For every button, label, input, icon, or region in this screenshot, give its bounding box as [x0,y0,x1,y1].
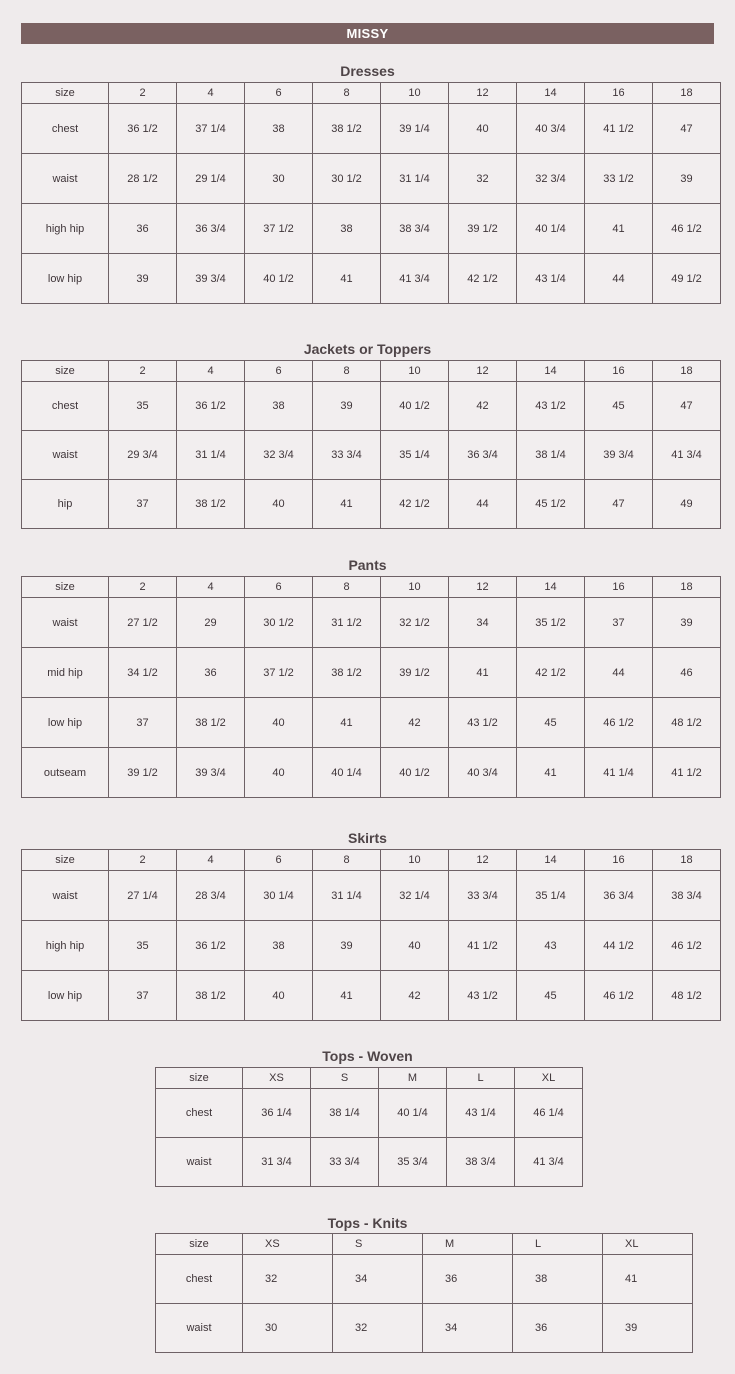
size-column-header: 18 [653,83,721,104]
measurement-value: 35 3/4 [379,1138,447,1187]
measurement-label: mid hip [22,648,109,698]
measurement-value: 39 3/4 [177,254,245,304]
measurement-value: 41 1/2 [653,748,721,798]
size-column-header: 12 [449,850,517,871]
measurement-value: 36 3/4 [449,431,517,480]
measurement-value: 40 [245,971,313,1021]
measurement-value: 31 1/2 [313,598,381,648]
measurement-value: 46 1/2 [585,698,653,748]
measurement-value: 38 1/2 [177,698,245,748]
size-column-header: 4 [177,361,245,382]
table-row [22,154,721,204]
measurement-value: 36 1/2 [177,921,245,971]
measurement-value: 31 1/4 [313,871,381,921]
measurement-value: 41 [313,698,381,748]
measurement-value: 38 1/4 [517,431,585,480]
measurement-value: 43 [517,921,585,971]
measurement-value: 38 1/2 [177,971,245,1021]
table-row [22,698,721,748]
measurement-value: 39 1/2 [381,648,449,698]
skirts-table [21,849,721,1021]
measurement-label: waist [22,154,109,204]
measurement-value: 40 1/2 [381,748,449,798]
measurement-value: 39 1/2 [449,204,517,254]
measurement-value: 32 3/4 [245,431,313,480]
measurement-value: 38 1/2 [313,648,381,698]
measurement-value: 36 [513,1304,603,1353]
size-column-header: 6 [245,850,313,871]
measurement-value: 34 [423,1304,513,1353]
measurement-value: 39 1/2 [109,748,177,798]
size-header-cell: size [22,577,109,598]
measurement-value: 38 1/2 [313,104,381,154]
size-column-header: 10 [381,577,449,598]
measurement-value: 42 1/2 [381,480,449,529]
measurement-value: 39 [653,598,721,648]
measurement-value: 46 [653,648,721,698]
measurement-label: outseam [22,748,109,798]
measurement-label: chest [22,104,109,154]
banner-title: MISSY [346,26,389,41]
size-column-header: 12 [449,83,517,104]
size-column-header: 14 [517,361,585,382]
measurement-value: 46 1/2 [585,971,653,1021]
measurement-value: 38 [245,382,313,431]
size-column-header: 6 [245,361,313,382]
measurement-label: waist [22,598,109,648]
measurement-value: 39 [109,254,177,304]
measurement-value: 31 1/4 [381,154,449,204]
size-column-header: XS [243,1234,333,1255]
measurement-value: 44 [449,480,517,529]
measurement-value: 45 [517,698,585,748]
measurement-label: chest [22,382,109,431]
measurement-value: 37 1/2 [245,648,313,698]
measurement-value: 41 [449,648,517,698]
tops-woven-table [155,1067,583,1187]
measurement-value: 41 1/2 [585,104,653,154]
size-column-header: 8 [313,83,381,104]
measurement-value: 44 [585,254,653,304]
measurement-value: 43 1/2 [449,971,517,1021]
measurement-value: 38 [313,204,381,254]
jackets-table [21,360,721,529]
size-header-cell: size [156,1234,243,1255]
measurement-value: 39 [603,1304,693,1353]
size-column-header: M [423,1234,513,1255]
size-column-header: L [447,1068,515,1089]
measurement-value: 43 1/2 [517,382,585,431]
measurement-value: 36 [423,1255,513,1304]
size-column-header: 2 [109,577,177,598]
measurement-label: high hip [22,204,109,254]
measurement-value: 30 1/4 [245,871,313,921]
size-header-cell: size [22,850,109,871]
table-row [22,431,721,480]
measurement-value: 31 3/4 [243,1138,311,1187]
measurement-value: 42 [381,971,449,1021]
measurement-value: 37 1/4 [177,104,245,154]
table-row [22,254,721,304]
measurement-value: 46 1/2 [653,204,721,254]
measurement-value: 36 [109,204,177,254]
measurement-value: 40 1/4 [379,1089,447,1138]
measurement-value: 37 [109,971,177,1021]
measurement-value: 42 [449,382,517,431]
measurement-value: 30 1/2 [245,598,313,648]
measurement-value: 35 1/2 [517,598,585,648]
table-row [22,921,721,971]
size-column-header: 4 [177,850,245,871]
size-column-header: 14 [517,83,585,104]
measurement-value: 41 3/4 [653,431,721,480]
table-row [156,1304,693,1353]
measurement-label: chest [156,1255,243,1304]
measurement-value: 38 [513,1255,603,1304]
measurement-value: 35 1/4 [381,431,449,480]
measurement-value: 38 1/2 [177,480,245,529]
size-column-header: XL [515,1068,583,1089]
measurement-value: 38 3/4 [381,204,449,254]
size-column-header: 2 [109,83,177,104]
measurement-value: 47 [653,382,721,431]
size-column-header: 12 [449,361,517,382]
measurement-value: 48 1/2 [653,698,721,748]
measurement-value: 40 [245,480,313,529]
measurement-label: waist [156,1304,243,1353]
measurement-value: 45 [585,382,653,431]
size-column-header: M [379,1068,447,1089]
measurement-value: 38 3/4 [447,1138,515,1187]
size-header-cell: size [156,1068,243,1089]
measurement-value: 37 [585,598,653,648]
size-column-header: 14 [517,850,585,871]
measurement-label: waist [156,1138,243,1187]
measurement-value: 40 1/4 [313,748,381,798]
table-row [22,648,721,698]
measurement-value: 48 1/2 [653,971,721,1021]
skirts-title: Skirts [348,830,387,846]
measurement-label: waist [22,871,109,921]
size-column-header: 16 [585,83,653,104]
table-row [22,204,721,254]
measurement-value: 34 1/2 [109,648,177,698]
size-header-cell: size [22,83,109,104]
measurement-value: 41 1/2 [449,921,517,971]
measurement-value: 38 3/4 [653,871,721,921]
measurement-value: 43 1/4 [517,254,585,304]
header-row [22,83,721,104]
table-row [22,971,721,1021]
measurement-value: 47 [585,480,653,529]
measurement-value: 35 [109,382,177,431]
measurement-value: 46 1/4 [515,1089,583,1138]
pants-title: Pants [348,557,387,573]
measurement-value: 39 3/4 [177,748,245,798]
measurement-value: 40 1/2 [245,254,313,304]
measurement-label: low hip [22,254,109,304]
tops-knits-title: Tops - Knits [327,1215,408,1231]
size-column-header: 18 [653,577,721,598]
size-column-header: S [333,1234,423,1255]
measurement-value: 29 3/4 [109,431,177,480]
table-row [22,480,721,529]
measurement-value: 41 [603,1255,693,1304]
measurement-value: 30 [245,154,313,204]
measurement-value: 41 1/4 [585,748,653,798]
dresses-title: Dresses [340,63,395,79]
header-row [22,850,721,871]
measurement-value: 35 [109,921,177,971]
measurement-value: 36 [177,648,245,698]
measurement-value: 40 [449,104,517,154]
measurement-value: 36 3/4 [177,204,245,254]
header-row [22,361,721,382]
size-column-header: 18 [653,850,721,871]
measurement-value: 29 [177,598,245,648]
measurement-value: 45 1/2 [517,480,585,529]
measurement-value: 40 [381,921,449,971]
size-column-header: 8 [313,577,381,598]
size-column-header: 18 [653,361,721,382]
header-row [22,577,721,598]
size-column-header: 2 [109,361,177,382]
measurement-label: waist [22,431,109,480]
measurement-value: 33 3/4 [311,1138,379,1187]
measurement-value: 27 1/2 [109,598,177,648]
table-row [22,871,721,921]
measurement-label: chest [156,1089,243,1138]
measurement-value: 29 1/4 [177,154,245,204]
size-column-header: 6 [245,83,313,104]
size-column-header: 10 [381,83,449,104]
measurement-value: 38 [245,104,313,154]
measurement-value: 38 [245,921,313,971]
measurement-value: 34 [333,1255,423,1304]
measurement-value: 33 3/4 [313,431,381,480]
measurement-value: 39 3/4 [585,431,653,480]
size-header-cell: size [22,361,109,382]
measurement-value: 40 1/2 [381,382,449,431]
size-column-header: 16 [585,850,653,871]
measurement-value: 45 [517,971,585,1021]
size-column-header: 6 [245,577,313,598]
measurement-value: 39 [313,921,381,971]
dresses-table [21,82,721,304]
measurement-value: 27 1/4 [109,871,177,921]
measurement-value: 40 [245,698,313,748]
measurement-value: 41 [313,254,381,304]
measurement-value: 36 3/4 [585,871,653,921]
measurement-value: 43 1/4 [447,1089,515,1138]
measurement-label: low hip [22,698,109,748]
size-column-header: 12 [449,577,517,598]
size-column-header: 8 [313,361,381,382]
measurement-value: 41 [313,971,381,1021]
measurement-value: 39 [653,154,721,204]
measurement-value: 39 [313,382,381,431]
measurement-label: hip [22,480,109,529]
size-column-header: XS [243,1068,311,1089]
missy-banner [21,23,714,44]
header-row [156,1068,583,1089]
size-column-header: 8 [313,850,381,871]
size-column-header: 16 [585,577,653,598]
header-row [156,1234,693,1255]
measurement-value: 44 1/2 [585,921,653,971]
measurement-value: 37 1/2 [245,204,313,254]
measurement-value: 37 [109,480,177,529]
size-column-header: 4 [177,83,245,104]
jackets-title: Jackets or Toppers [303,341,432,357]
measurement-value: 41 3/4 [381,254,449,304]
measurement-value: 43 1/2 [449,698,517,748]
size-column-header: L [513,1234,603,1255]
size-column-header: 16 [585,361,653,382]
measurement-value: 40 1/4 [517,204,585,254]
tops-knits-table [155,1233,693,1353]
size-column-header: XL [603,1234,693,1255]
measurement-value: 34 [449,598,517,648]
measurement-value: 32 [333,1304,423,1353]
table-row [156,1255,693,1304]
measurement-value: 33 1/2 [585,154,653,204]
measurement-value: 35 1/4 [517,871,585,921]
table-row [156,1138,583,1187]
measurement-value: 37 [109,698,177,748]
tops-woven-title: Tops - Woven [322,1048,413,1064]
measurement-value: 30 1/2 [313,154,381,204]
measurement-value: 38 1/4 [311,1089,379,1138]
measurement-value: 32 [449,154,517,204]
size-column-header: 14 [517,577,585,598]
measurement-value: 33 3/4 [449,871,517,921]
measurement-value: 41 3/4 [515,1138,583,1187]
measurement-value: 32 1/2 [381,598,449,648]
measurement-value: 28 1/2 [109,154,177,204]
table-row [22,104,721,154]
measurement-value: 41 [585,204,653,254]
size-column-header: S [311,1068,379,1089]
measurement-value: 46 1/2 [653,921,721,971]
table-row [156,1089,583,1138]
measurement-value: 30 [243,1304,333,1353]
measurement-value: 44 [585,648,653,698]
measurement-value: 40 3/4 [449,748,517,798]
measurement-value: 40 3/4 [517,104,585,154]
table-row [22,382,721,431]
measurement-value: 47 [653,104,721,154]
measurement-value: 31 1/4 [177,431,245,480]
measurement-value: 49 [653,480,721,529]
measurement-value: 42 1/2 [449,254,517,304]
measurement-value: 32 1/4 [381,871,449,921]
pants-table [21,576,721,798]
measurement-value: 42 [381,698,449,748]
size-column-header: 10 [381,361,449,382]
measurement-value: 36 1/2 [109,104,177,154]
size-column-header: 2 [109,850,177,871]
measurement-value: 32 3/4 [517,154,585,204]
measurement-value: 49 1/2 [653,254,721,304]
measurement-value: 40 [245,748,313,798]
measurement-label: low hip [22,971,109,1021]
measurement-value: 36 1/4 [243,1089,311,1138]
table-row [22,748,721,798]
measurement-value: 32 [243,1255,333,1304]
measurement-value: 28 3/4 [177,871,245,921]
measurement-value: 41 [313,480,381,529]
table-row [22,598,721,648]
size-column-header: 4 [177,577,245,598]
size-column-header: 10 [381,850,449,871]
measurement-value: 42 1/2 [517,648,585,698]
measurement-value: 36 1/2 [177,382,245,431]
measurement-value: 39 1/4 [381,104,449,154]
measurement-value: 41 [517,748,585,798]
measurement-label: high hip [22,921,109,971]
